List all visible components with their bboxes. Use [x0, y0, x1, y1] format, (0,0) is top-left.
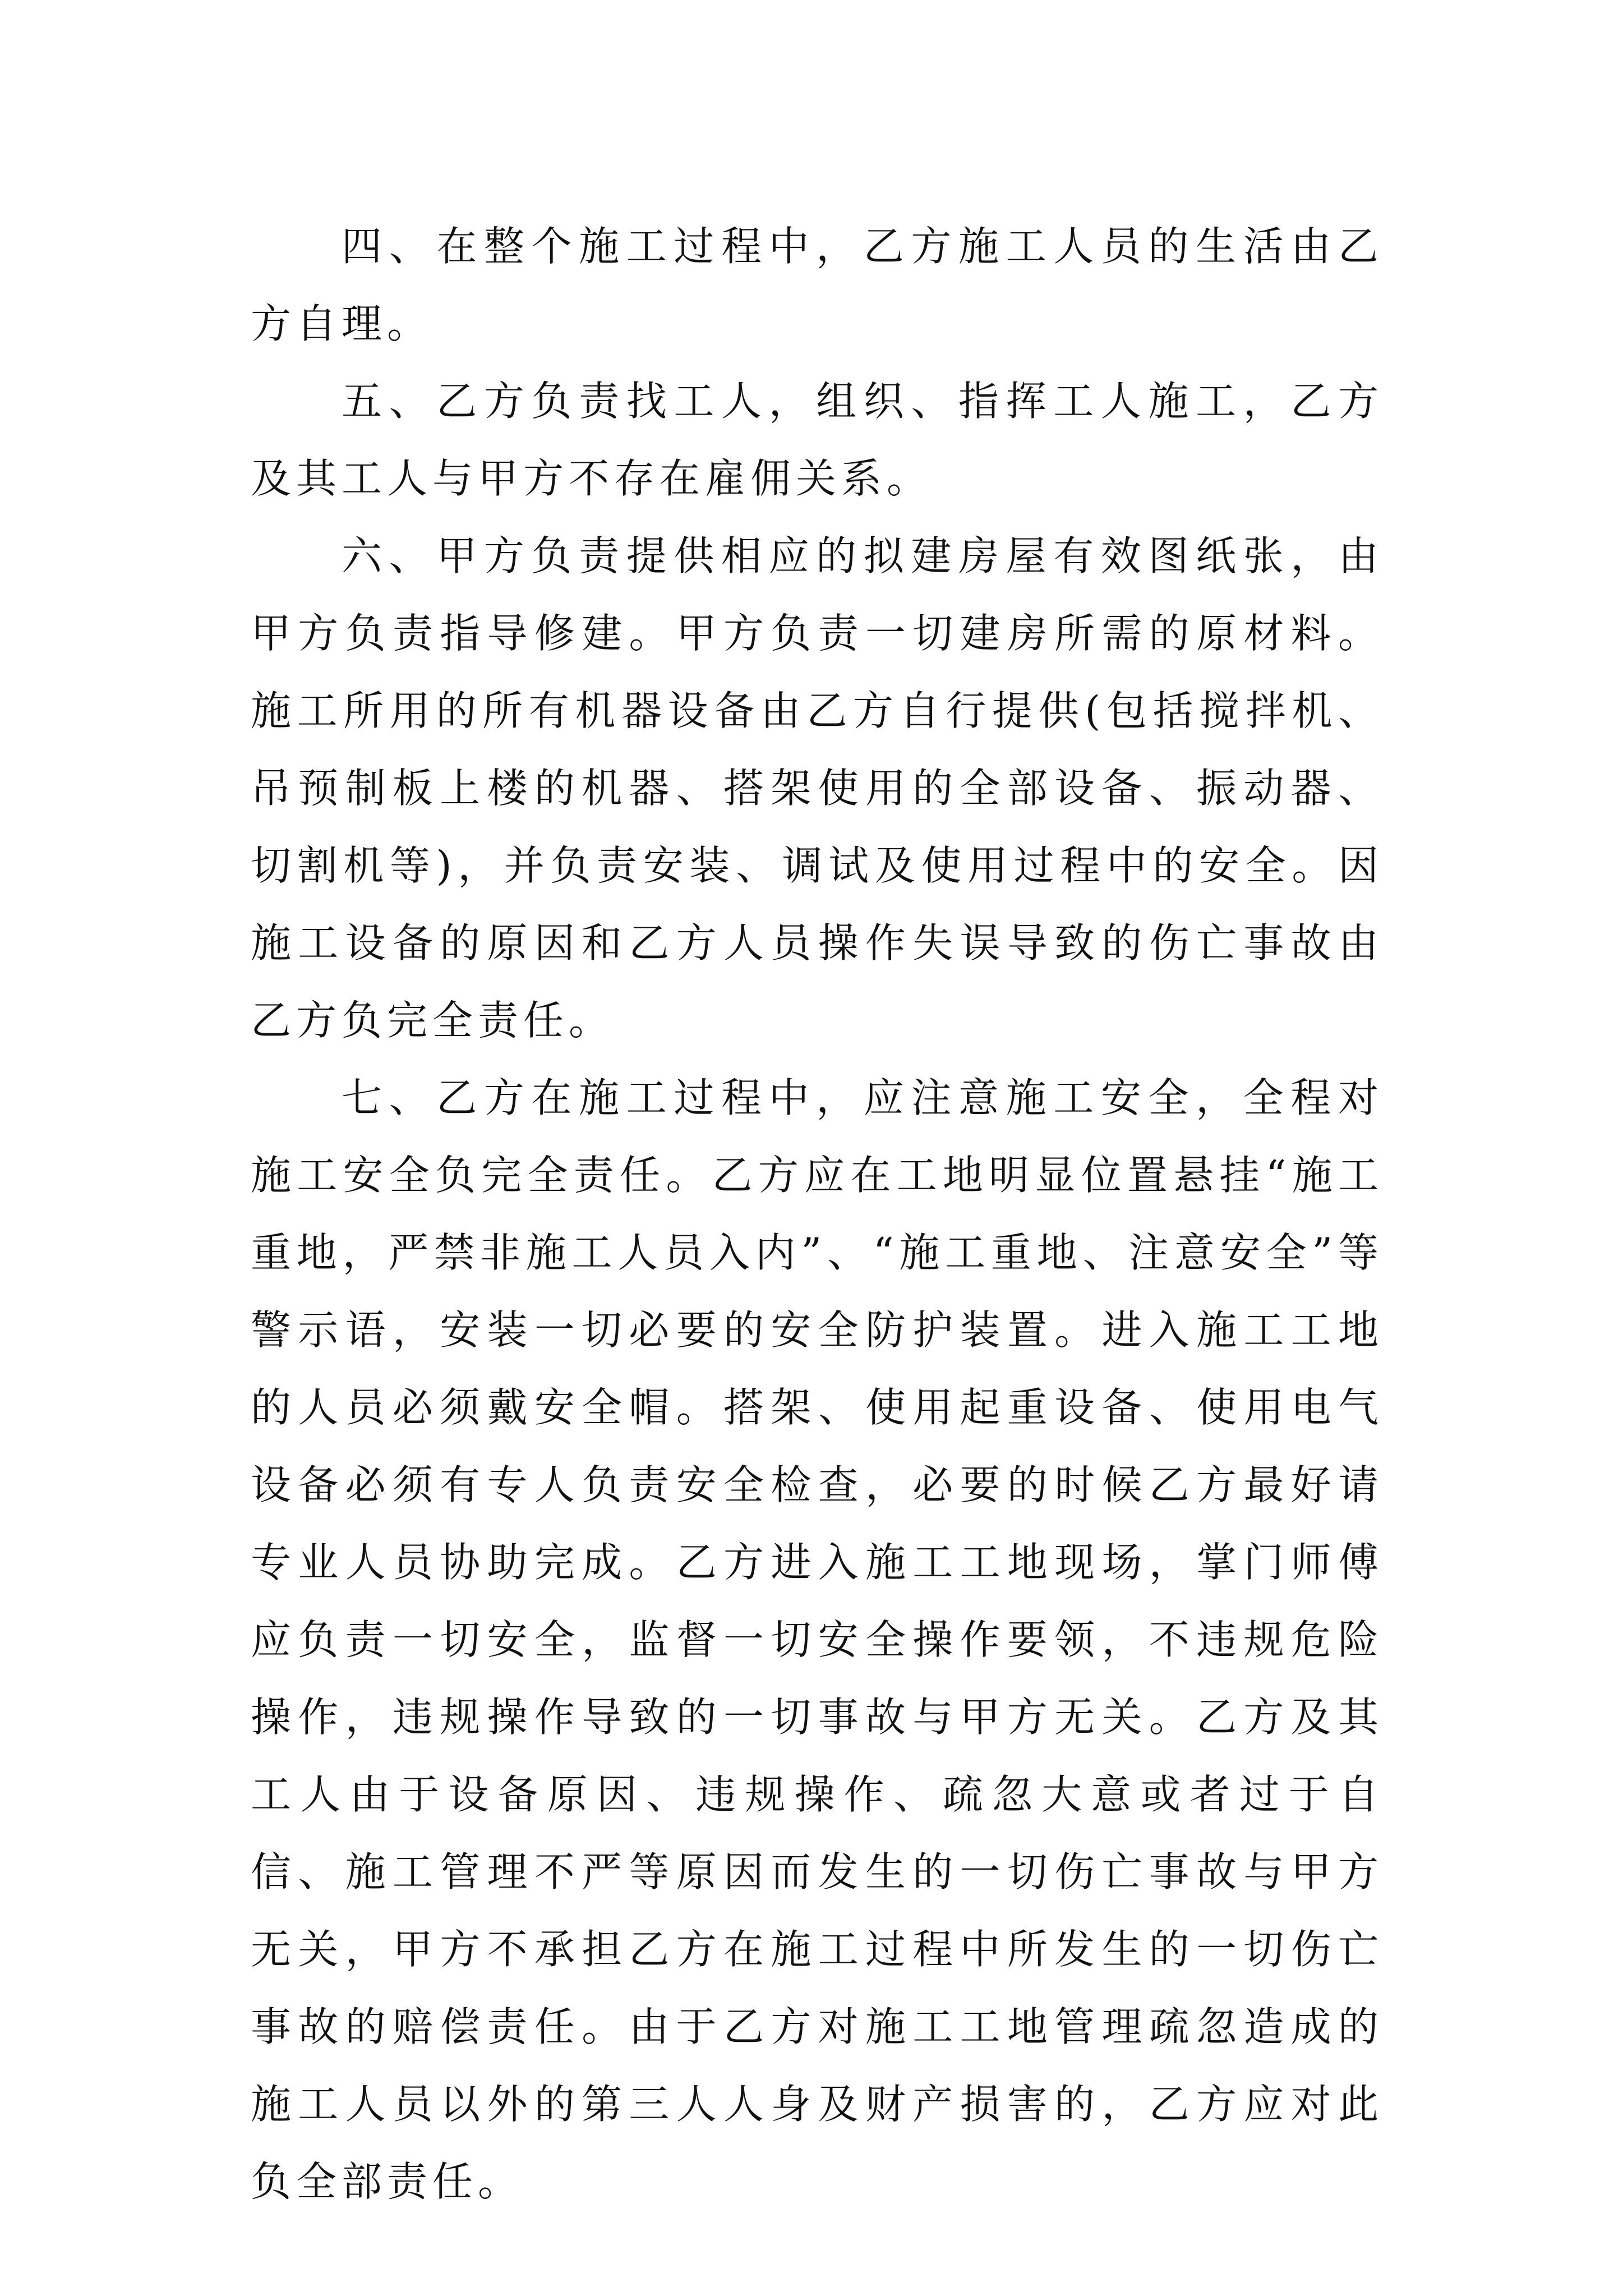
clause-four: 四、在整个施工过程中，乙方施工人员的生活由乙方自理。	[251, 223, 1384, 347]
document-body	[251, 208, 1384, 2220]
clause-five: 五、乙方负责找工人，组织、指挥工人施工，乙方及其工人与甲方不存在雇佣关系。	[251, 378, 1384, 502]
clause-six: 六、甲方负责提供相应的拟建房屋有效图纸张，由甲方负责指导修建。甲方负责一切建房所需的原材料。施工所用的所有机器设备由乙方自行提供(包括搅拌机、吊预制板上楼的机器、搭架使用的全部设备、振动器、切割机等)，并负责安装、调试及使用过程中的安全。因施工设备的原因和乙方人员操作失误导致的伤亡事故由乙方负完全责任。	[251, 532, 1384, 1044]
clause-seven: 七、乙方在施工过程中，应注意施工安全，全程对施工安全负完全责任。乙方应在工地明显位置悬挂“施工重地，严禁非施工人员入内”、“施工重地、注意安全”等警示语，安装一切必要的安全防护装置。进入施工工地的人员必须戴安全帽。搭架、使用起重设备、使用电气设备必须有专人负责安全检查，必要的时候乙方最好请专业人员协助完成。乙方进入施工工地现场，掌门师傅应负责一切安全，监督一切安全操作要领，不违规危险操作，违规操作导致的一切事故与甲方无关。乙方及其工人由于设备原因、违规操作、疏忽大意或者过于自信、施工管理不严等原因而发生的一切伤亡事故与甲方无关，甲方不承担乙方在施工过程中所发生的一切伤亡事故的赔偿责任。由于乙方对施工工地管理疏忽造成的施工人员以外的第三人人身及财产损害的，乙方应对此负全部责任。	[251, 1074, 1384, 2205]
